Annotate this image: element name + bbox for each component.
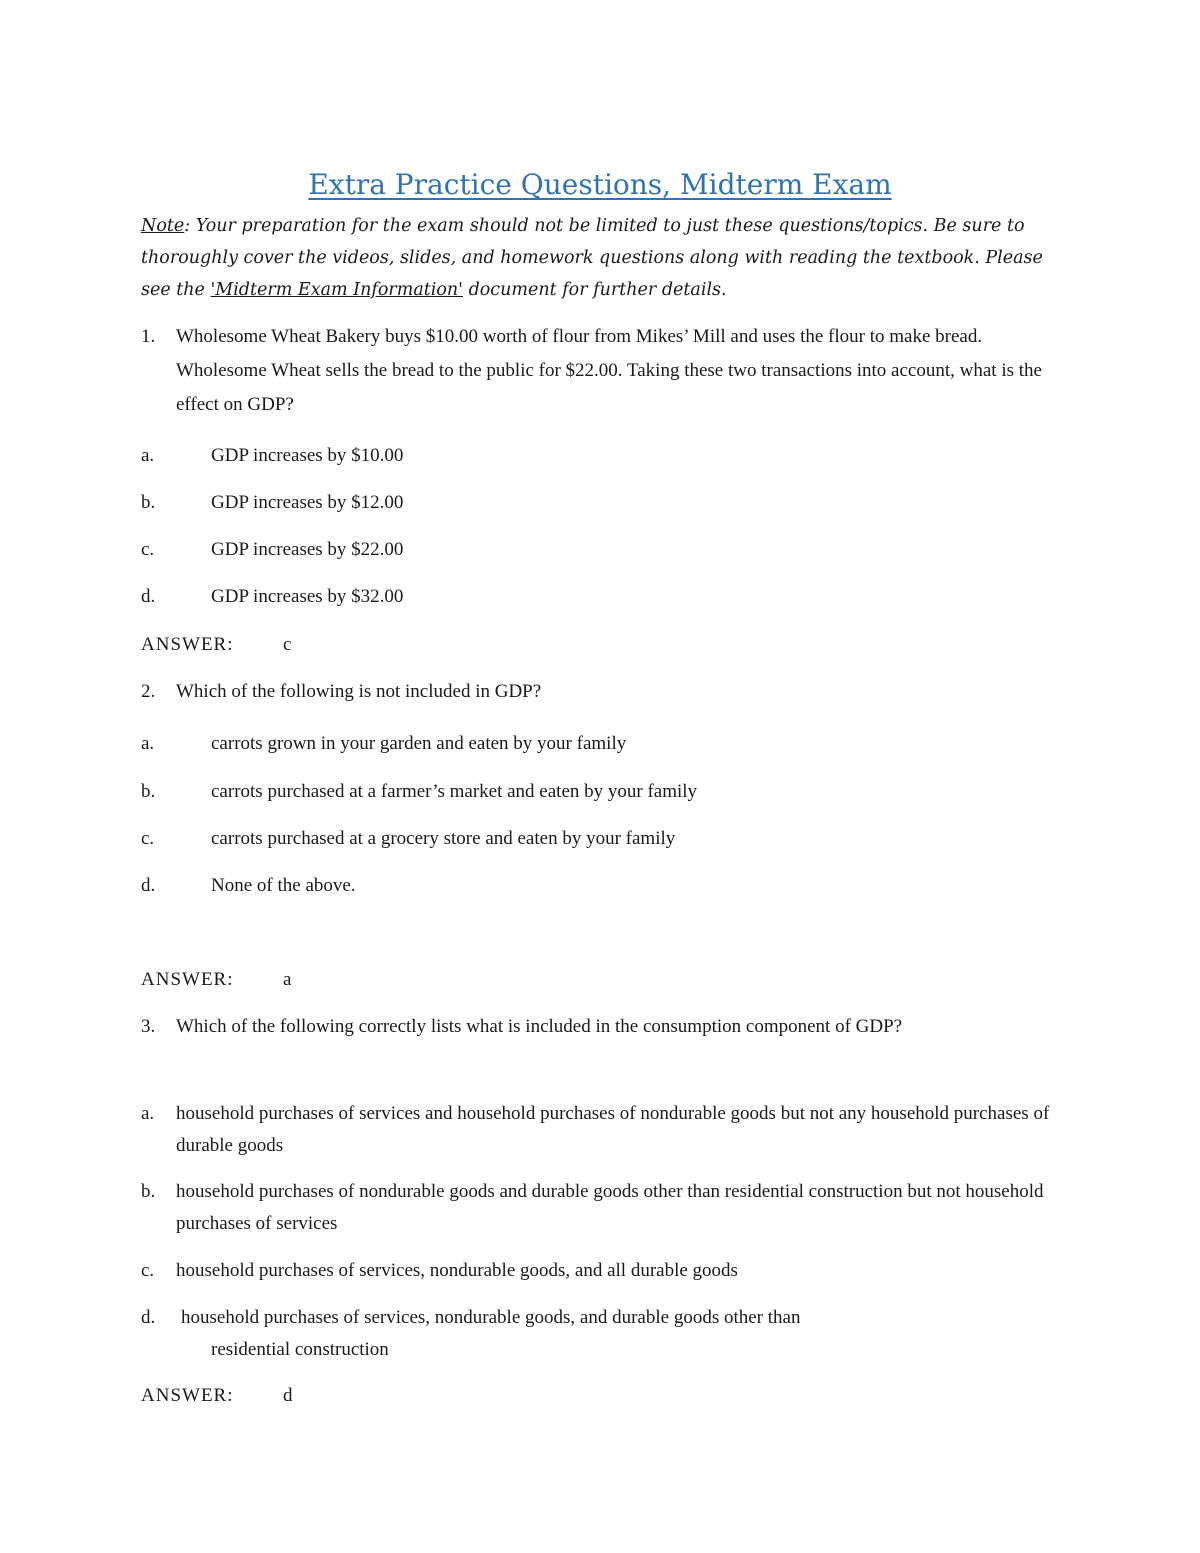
q2-answer — [141, 964, 292, 996]
q2-option-b — [141, 776, 1061, 808]
option-letter: d. — [141, 1307, 156, 1328]
question-text: Which of the following is not included in GDP? — [176, 681, 542, 702]
option-text-line-1: household purchases of services, nondurable goods, and durable goods other than — [181, 1307, 801, 1328]
option-letter: d. — [141, 875, 156, 896]
question-1 — [141, 320, 1061, 422]
option-text: carrots grown in your garden and eaten by your family — [211, 733, 627, 754]
option-text: carrots purchased at a grocery store and eaten by your family — [211, 828, 676, 849]
option-text: household purchases of nondurable goods and durable goods other than residential construction but not household purchases of services — [176, 1181, 1044, 1234]
option-text: household purchases of services and household purchases of nondurable goods but not any household purchases of durable goods — [176, 1103, 1050, 1156]
question-2 — [141, 675, 1061, 709]
option-text: GDP increases by $22.00 — [211, 539, 404, 560]
answer-value: d — [283, 1385, 293, 1406]
option-letter: b. — [141, 492, 156, 513]
option-letter: a. — [141, 445, 155, 466]
question-text: Wholesome Wheat Bakery buys $10.00 worth of flour from Mikes’ Mill and uses the flour to make bread. Wholesome Wheat sells the bread to the public for $22.00. Taking these two transactions into account, what is the effect on GDP? — [176, 326, 1042, 415]
q2-option-c — [141, 823, 1061, 855]
q3-answer — [141, 1380, 293, 1412]
option-text: GDP increases by $32.00 — [211, 586, 404, 607]
answer-label: ANSWER: — [141, 634, 234, 655]
option-letter: b. — [141, 1181, 156, 1202]
answer-label: ANSWER: — [141, 969, 234, 990]
option-letter: c. — [141, 828, 155, 849]
note-text-1: : Your preparation for the exam should not be limited to just these questions/topics. Be sure to thoroughly cover the videos, slides, and homework questions along with reading the textbook. Please see the — [141, 216, 1043, 300]
q1-option-d — [141, 581, 1061, 613]
answer-label: ANSWER: — [141, 1385, 234, 1406]
option-text: GDP increases by $10.00 — [211, 445, 404, 466]
q3-option-b — [141, 1176, 1061, 1240]
page-title: Extra Practice Questions, Midterm Exam — [308, 168, 892, 201]
question-3 — [141, 1010, 1061, 1044]
q1-option-c — [141, 534, 1061, 566]
option-text: carrots purchased at a farmer’s market and eaten by your family — [211, 781, 698, 802]
question-text: Which of the following correctly lists what is included in the consumption component of GDP? — [176, 1016, 903, 1037]
q3-option-c — [141, 1255, 1061, 1287]
option-letter: c. — [141, 539, 155, 560]
q3-option-d — [141, 1302, 1061, 1366]
answer-value: c — [283, 634, 292, 655]
option-letter: b. — [141, 781, 156, 802]
note-label: Note — [141, 216, 185, 236]
question-number: 3. — [141, 1016, 156, 1037]
option-letter: d. — [141, 586, 156, 607]
option-letter: a. — [141, 1103, 155, 1124]
note-paragraph — [141, 210, 1061, 306]
q2-option-d — [141, 870, 1061, 902]
q1-option-b — [141, 487, 1061, 519]
midterm-info-link[interactable]: 'Midterm Exam Information' — [210, 280, 463, 300]
answer-value: a — [283, 969, 292, 990]
option-text: GDP increases by $12.00 — [211, 492, 404, 513]
option-text: household purchases of services, nondurable goods, and all durable goods — [176, 1260, 738, 1281]
option-letter: a. — [141, 733, 155, 754]
option-text — [141, 1302, 1061, 1366]
q1-option-a — [141, 440, 1061, 472]
question-number: 1. — [141, 326, 156, 347]
q1-answer — [141, 629, 292, 661]
q3-option-a — [141, 1098, 1061, 1162]
q2-option-a — [141, 728, 1061, 760]
option-text: None of the above. — [211, 875, 356, 896]
note-text-2: document for further details. — [463, 280, 727, 300]
question-number: 2. — [141, 681, 156, 702]
option-letter: c. — [141, 1260, 155, 1281]
option-text-line-2: residential construction — [211, 1339, 389, 1360]
